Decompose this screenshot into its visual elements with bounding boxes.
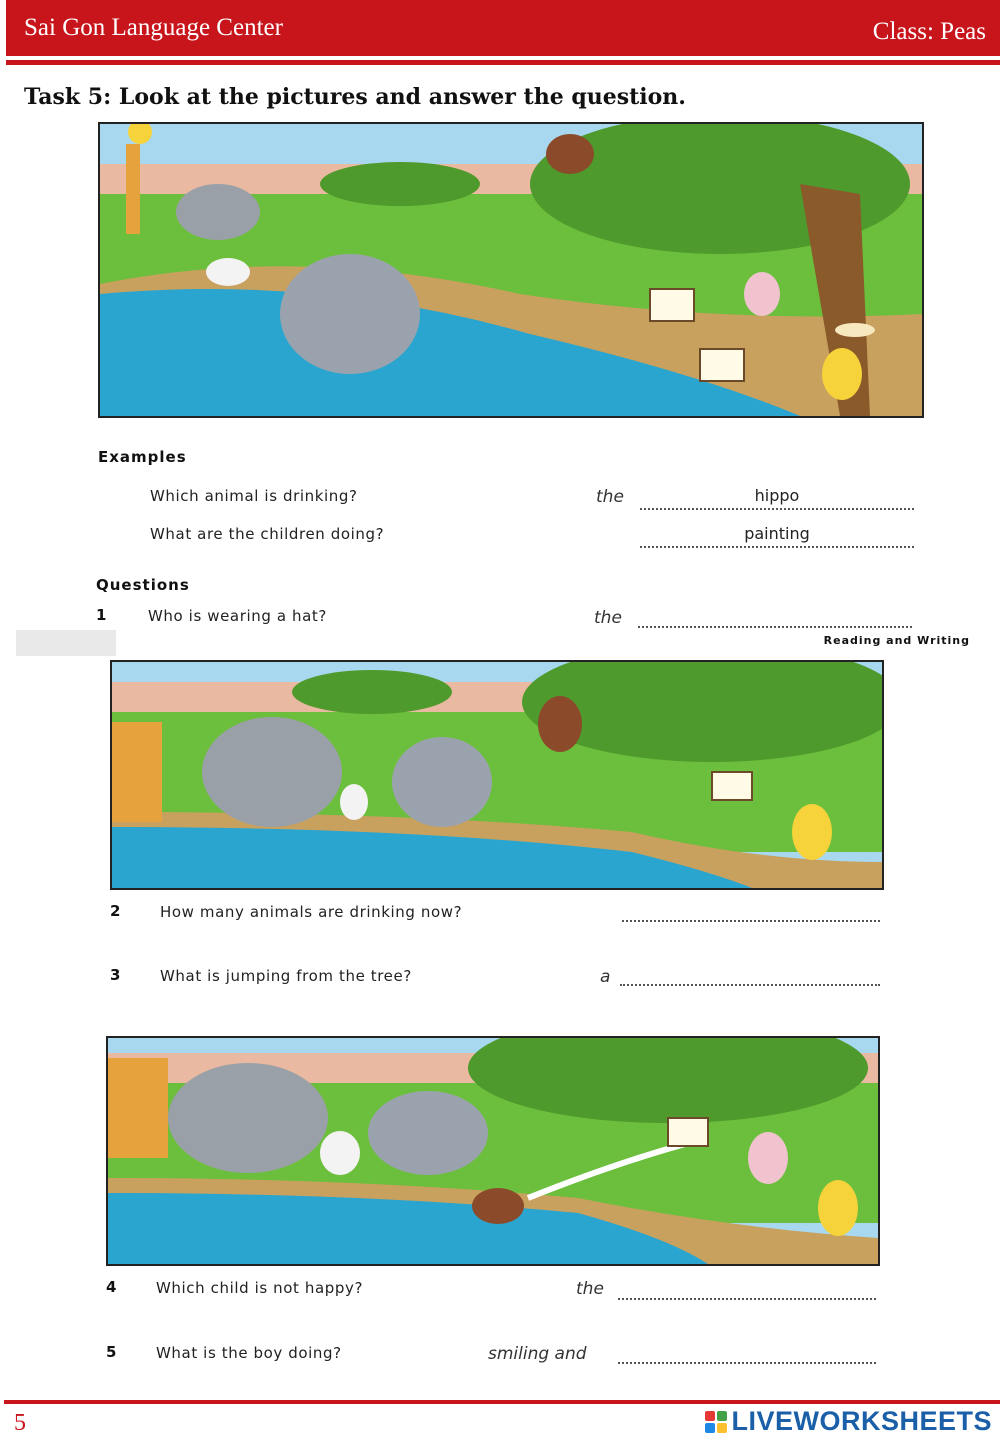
question-number-2: 2 xyxy=(110,902,121,920)
answer-input-3[interactable] xyxy=(620,962,880,984)
answer-input-5[interactable] xyxy=(618,1340,876,1362)
example-answer-2: painting xyxy=(744,524,810,543)
question-prefix-4: the xyxy=(576,1279,604,1299)
answer-input-1[interactable] xyxy=(638,604,912,626)
question-text-2: How many animals are drinking now? xyxy=(160,903,463,921)
example-answer-1: hippo xyxy=(754,486,800,505)
answer-field-1[interactable] xyxy=(638,604,912,628)
example-prefix-1: the xyxy=(596,487,624,507)
question-number-3: 3 xyxy=(110,966,121,984)
question-prefix-1: the xyxy=(594,608,622,628)
section-label: Reading and Writing xyxy=(823,634,970,647)
question-number-4: 4 xyxy=(106,1278,117,1296)
question-text-5: What is the boy doing? xyxy=(156,1344,342,1362)
page-number: 5 xyxy=(14,1410,26,1436)
examples-heading: Examples xyxy=(98,448,187,466)
center-name: Sai Gon Language Center xyxy=(24,14,283,41)
answer-input-4[interactable] xyxy=(618,1276,876,1298)
liveworksheets-icon xyxy=(705,1411,727,1433)
question-prefix-5: smiling and xyxy=(488,1344,587,1364)
scene-picture-3 xyxy=(106,1036,880,1266)
scene-picture-1 xyxy=(98,122,924,418)
answer-field-3[interactable] xyxy=(620,962,880,986)
example-answer-line-1 xyxy=(640,486,914,510)
header-bar xyxy=(6,0,1000,56)
question-text-3: What is jumping from the tree? xyxy=(160,967,412,985)
class-label: Class: Peas xyxy=(872,18,986,45)
brand-name: LIVEWORKSHEETS xyxy=(731,1406,992,1436)
answer-input-2[interactable] xyxy=(622,898,880,920)
answer-field-2[interactable] xyxy=(622,898,880,922)
header-divider xyxy=(6,60,1000,65)
question-prefix-3: a xyxy=(600,967,611,987)
answer-field-5[interactable] xyxy=(618,1340,876,1364)
example-question-2: What are the children doing? xyxy=(150,525,385,543)
task-title: Task 5: Look at the pictures and answer the question. xyxy=(24,84,686,110)
liveworksheets-logo[interactable] xyxy=(705,1406,992,1437)
question-text-4: Which child is not happy? xyxy=(156,1279,364,1297)
question-text-1: Who is wearing a hat? xyxy=(148,607,327,625)
answer-field-4[interactable] xyxy=(618,1276,876,1300)
question-number-1: 1 xyxy=(96,606,107,624)
example-question-1: Which animal is drinking? xyxy=(150,487,358,505)
footer-divider xyxy=(4,1400,1000,1404)
scene-picture-2 xyxy=(110,660,884,890)
example-answer-line-2 xyxy=(640,524,914,548)
questions-heading: Questions xyxy=(96,576,190,594)
question-number-5: 5 xyxy=(106,1343,117,1361)
scan-stripe xyxy=(16,630,116,656)
